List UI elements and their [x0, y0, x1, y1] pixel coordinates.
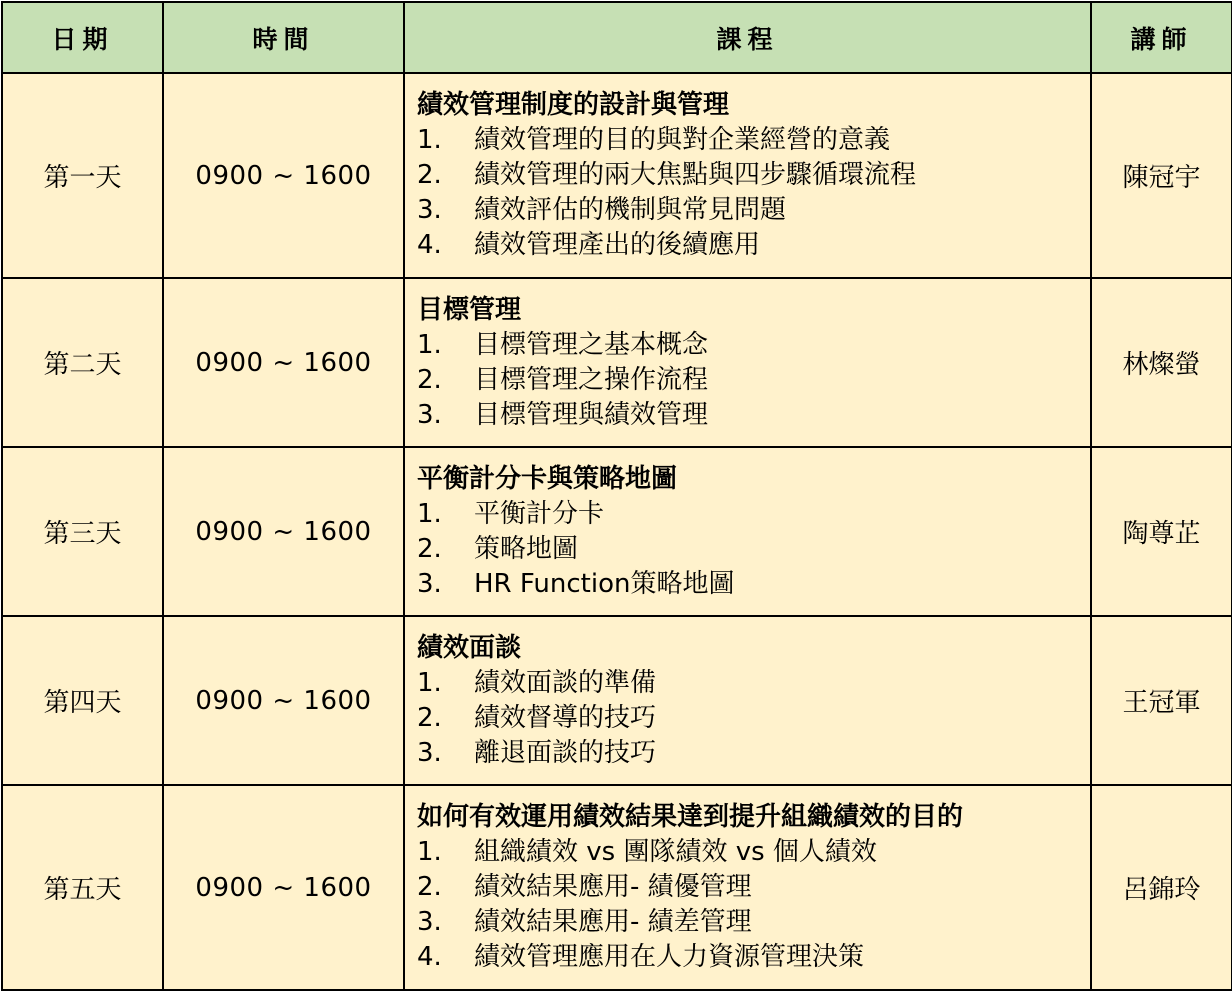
topic-item	[417, 666, 1090, 701]
time-cell: 0900 ~ 1600	[163, 447, 404, 616]
course-cell	[404, 447, 1091, 616]
topic-text: 績效評估的機制與常見問題	[474, 195, 787, 225]
course-title: 績效面談	[417, 632, 522, 663]
table-header	[2, 2, 1232, 73]
header-day: 日期	[2, 2, 163, 73]
time-cell: 0900 ~ 1600	[163, 785, 404, 990]
course-schedule-table	[1, 1, 1232, 991]
day-cell: 第四天	[2, 616, 163, 785]
topic-item	[417, 497, 1090, 532]
topic-item	[417, 158, 1090, 193]
topic-text: 績效面談的準備	[474, 667, 657, 698]
teacher-cell: 林燦螢	[1091, 278, 1232, 447]
topic-text: 策略地圖	[474, 533, 579, 564]
teacher-cell: 陶尊芷	[1091, 447, 1232, 616]
topic-item	[417, 328, 1090, 363]
topic-number: 1.	[417, 667, 442, 698]
topic-item	[417, 193, 1090, 228]
table-row	[2, 73, 1232, 278]
table-row	[2, 447, 1232, 616]
topic-item	[417, 567, 1090, 602]
topic-text: 績效管理產出的後續應用	[474, 230, 761, 260]
topic-text: 績效管理的兩大焦點與四步驟循環流程	[474, 160, 917, 190]
topic-number: 3.	[417, 568, 442, 599]
table-body	[2, 73, 1232, 990]
topic-item	[417, 228, 1090, 263]
topic-item	[417, 701, 1090, 736]
topic-number: 3.	[417, 195, 442, 225]
table-row	[2, 785, 1232, 990]
teacher-cell: 陳冠宇	[1091, 73, 1232, 278]
topic-number: 3.	[417, 737, 442, 768]
topic-text: 績效結果應用- 績優管理	[474, 872, 752, 902]
course-cell	[404, 616, 1091, 785]
topic-item	[417, 736, 1090, 771]
topic-item	[417, 835, 1090, 870]
topic-text: 績效管理的目的與對企業經營的意義	[474, 125, 891, 155]
topic-item	[417, 940, 1090, 975]
topic-number: 3.	[417, 907, 442, 937]
day-cell: 第二天	[2, 278, 163, 447]
table-row	[2, 278, 1232, 447]
header-course: 課程	[404, 2, 1091, 73]
topic-number: 4.	[417, 942, 442, 972]
topic-item	[417, 532, 1090, 567]
topic-text: 目標管理之操作流程	[474, 364, 709, 395]
topic-text: 績效結果應用- 績差管理	[474, 907, 752, 937]
teacher-cell: 呂錦玲	[1091, 785, 1232, 990]
topic-item	[417, 363, 1090, 398]
header-time: 時間	[163, 2, 404, 73]
topic-item	[417, 123, 1090, 158]
course-cell	[404, 785, 1091, 990]
course-cell	[404, 278, 1091, 447]
topic-text: 目標管理與績效管理	[474, 399, 709, 430]
topic-text: 組織績效 vs 團隊績效 vs 個人績效	[474, 837, 877, 867]
table-row	[2, 616, 1232, 785]
topic-number: 2.	[417, 364, 442, 395]
course-title: 平衡計分卡與策略地圖	[417, 463, 678, 494]
topic-text: 離退面談的技巧	[474, 737, 657, 768]
course-title: 績效管理制度的設計與管理	[417, 90, 730, 120]
day-cell: 第一天	[2, 73, 163, 278]
topic-item	[417, 905, 1090, 940]
topic-item	[417, 870, 1090, 905]
topic-number: 4.	[417, 230, 442, 260]
day-cell: 第五天	[2, 785, 163, 990]
topic-text: 平衡計分卡	[474, 498, 605, 529]
day-cell: 第三天	[2, 447, 163, 616]
course-title: 如何有效運用績效結果達到提升組織績效的目的	[417, 802, 964, 832]
topic-text: 績效管理應用在人力資源管理決策	[474, 942, 865, 972]
topic-number: 1.	[417, 837, 442, 867]
topic-number: 3.	[417, 399, 442, 430]
topic-item	[417, 398, 1090, 433]
teacher-cell: 王冠軍	[1091, 616, 1232, 785]
topic-text: 目標管理之基本概念	[474, 329, 709, 360]
time-cell: 0900 ~ 1600	[163, 73, 404, 278]
topic-number: 1.	[417, 329, 442, 360]
topic-number: 2.	[417, 872, 442, 902]
header-row	[2, 2, 1232, 73]
topic-text: HR Function策略地圖	[474, 568, 735, 599]
course-title: 目標管理	[417, 294, 522, 325]
time-cell: 0900 ~ 1600	[163, 616, 404, 785]
topic-number: 2.	[417, 533, 442, 564]
topic-number: 1.	[417, 498, 442, 529]
time-cell: 0900 ~ 1600	[163, 278, 404, 447]
topic-number: 1.	[417, 125, 442, 155]
topic-number: 2.	[417, 702, 442, 733]
course-cell	[404, 73, 1091, 278]
topic-text: 績效督導的技巧	[474, 702, 657, 733]
topic-number: 2.	[417, 160, 442, 190]
header-teacher: 講師	[1091, 2, 1232, 73]
